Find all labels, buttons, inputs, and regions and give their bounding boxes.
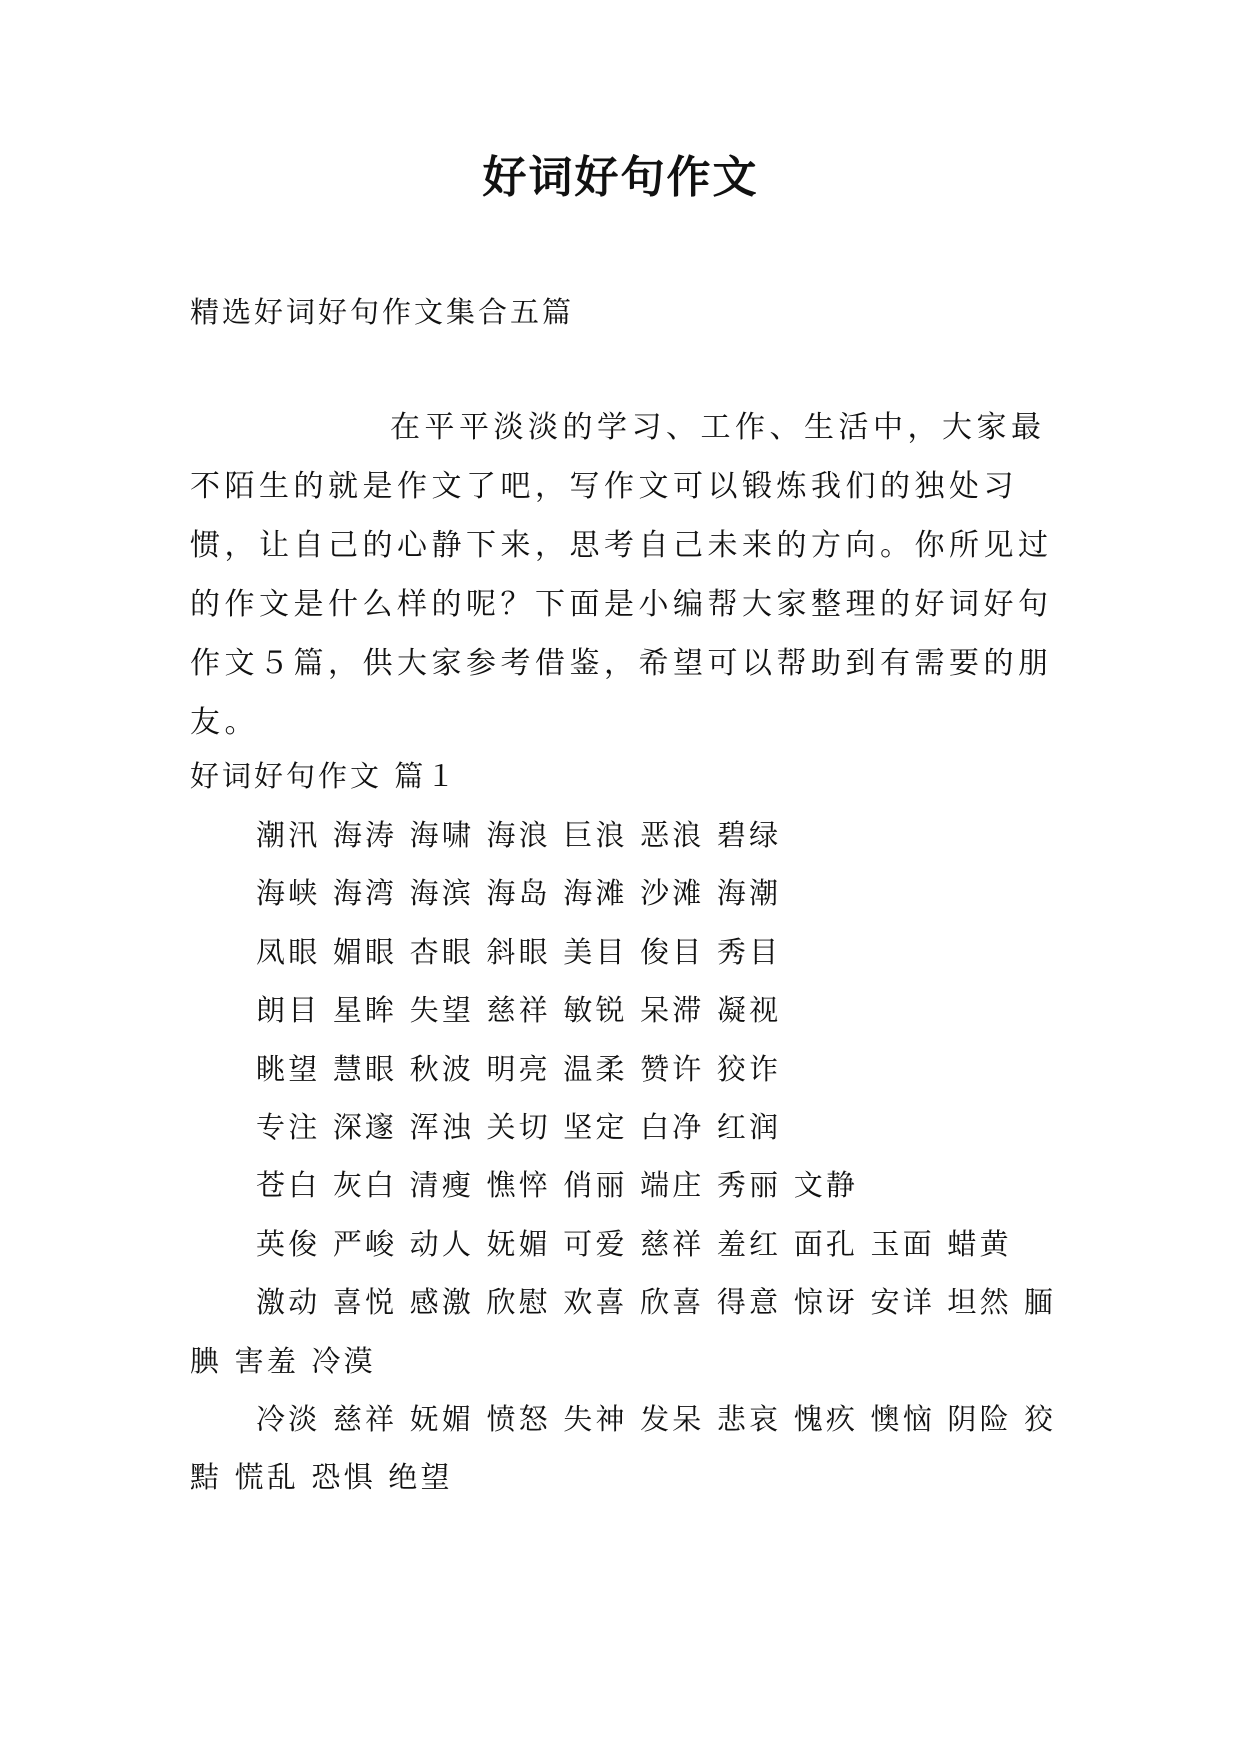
document-subtitle: 精选好词好句作文集合五篇 bbox=[190, 295, 575, 329]
word-line: 凤眼 媚眼 杏眼 斜眼 美目 俊目 秀目 bbox=[256, 934, 782, 969]
word-list bbox=[190, 806, 1070, 1507]
word-line: 激动 喜悦 感激 欣慰 欢喜 欣喜 得意 惊讶 安详 坦然 腼腆 害羞 冷漠 bbox=[190, 1285, 1057, 1378]
word-line: 英俊 严峻 动人 妩媚 可爱 慈祥 羞红 面孔 玉面 蜡黄 bbox=[256, 1226, 1012, 1261]
intro-text: 在平平淡淡的学习、工作、生活中，大家最不陌生的就是作文了吧，写作文可以锻炼我们的独处习惯，让自己的心静下来，思考自己未来的方向。你所见过的作文是什么样的呢？下面是小编帮大家整理的好词好句作文５篇，供大家参考借鉴，希望可以帮助到有需要的朋友。 bbox=[190, 410, 1053, 740]
intro-paragraph bbox=[190, 398, 1070, 752]
word-line: 冷淡 慈祥 妩媚 愤怒 失神 发呆 悲哀 愧疚 懊恼 阴险 狡黠 慌乱 恐惧 绝望 bbox=[190, 1402, 1057, 1495]
word-line: 专注 深邃 浑浊 关切 坚定 白净 红润 bbox=[256, 1110, 782, 1145]
document-title: 好词好句作文 bbox=[482, 152, 759, 203]
section-heading: 好词好句作文 篇１ bbox=[190, 759, 459, 793]
word-line: 眺望 慧眼 秋波 明亮 温柔 赞许 狡诈 bbox=[256, 1051, 782, 1086]
word-line: 苍白 灰白 清瘦 憔悴 俏丽 端庄 秀丽 文静 bbox=[256, 1168, 859, 1203]
word-line: 海峡 海湾 海滨 海岛 海滩 沙滩 海潮 bbox=[256, 876, 782, 911]
word-line: 朗目 星眸 失望 慈祥 敏锐 呆滞 凝视 bbox=[256, 993, 782, 1028]
word-line: 潮汛 海涛 海啸 海浪 巨浪 恶浪 碧绿 bbox=[256, 818, 782, 852]
